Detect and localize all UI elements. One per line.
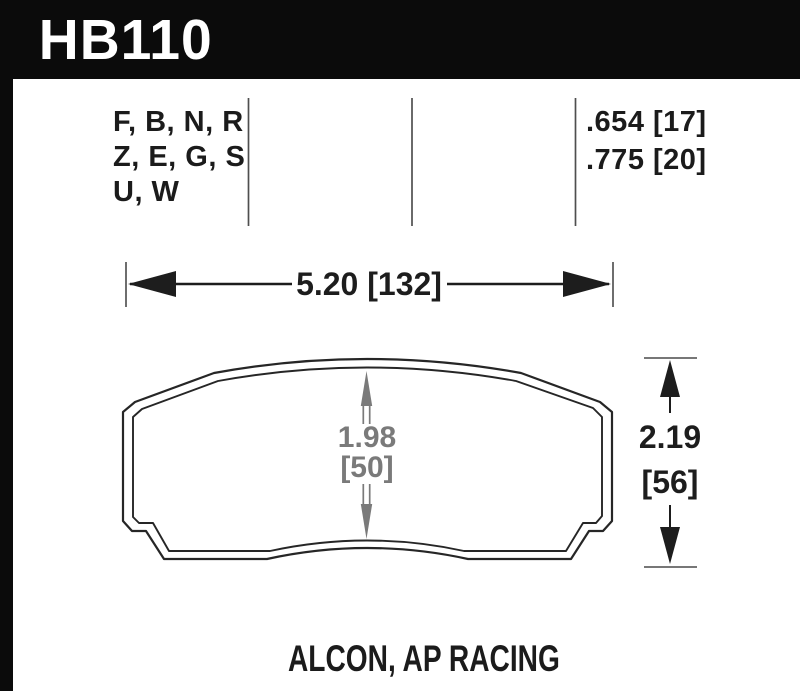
width-dim-arrow-right-icon (563, 271, 611, 297)
caliper-applications-label: ALCON, AP RACING (288, 638, 560, 679)
width-dim-arrow-left-icon (128, 271, 176, 297)
overall-height-mm-label: [56] (641, 464, 699, 500)
compound-codes-block (113, 105, 245, 210)
overall-height-dimension (639, 358, 701, 567)
pad-thickness-line-1: .654 [17] (586, 106, 707, 138)
header-banner (0, 0, 800, 79)
pad-thickness-line-2: .775 [20] (586, 144, 707, 176)
height-dim-arrow-up-icon (660, 360, 680, 397)
height-dim-arrow-down-icon (660, 527, 680, 564)
part-number-title: HB110 (38, 7, 213, 72)
width-dimension (126, 262, 613, 307)
compound-codes-line-2: Z, E, G, S (113, 141, 246, 173)
spec-column-dividers (249, 98, 576, 226)
center-height-mm-label: [50] (340, 451, 394, 484)
overall-height-inches-label: 2.19 (638, 419, 702, 455)
compound-codes-line-1: F, B, N, R (113, 106, 244, 138)
width-dim-label: 5.20 [132] (296, 266, 442, 302)
left-border-bar (0, 0, 13, 691)
center-height-inches-label: 1.98 (337, 421, 397, 454)
pad-thickness-block (586, 103, 707, 179)
compound-codes-line-3: U, W (113, 176, 180, 208)
